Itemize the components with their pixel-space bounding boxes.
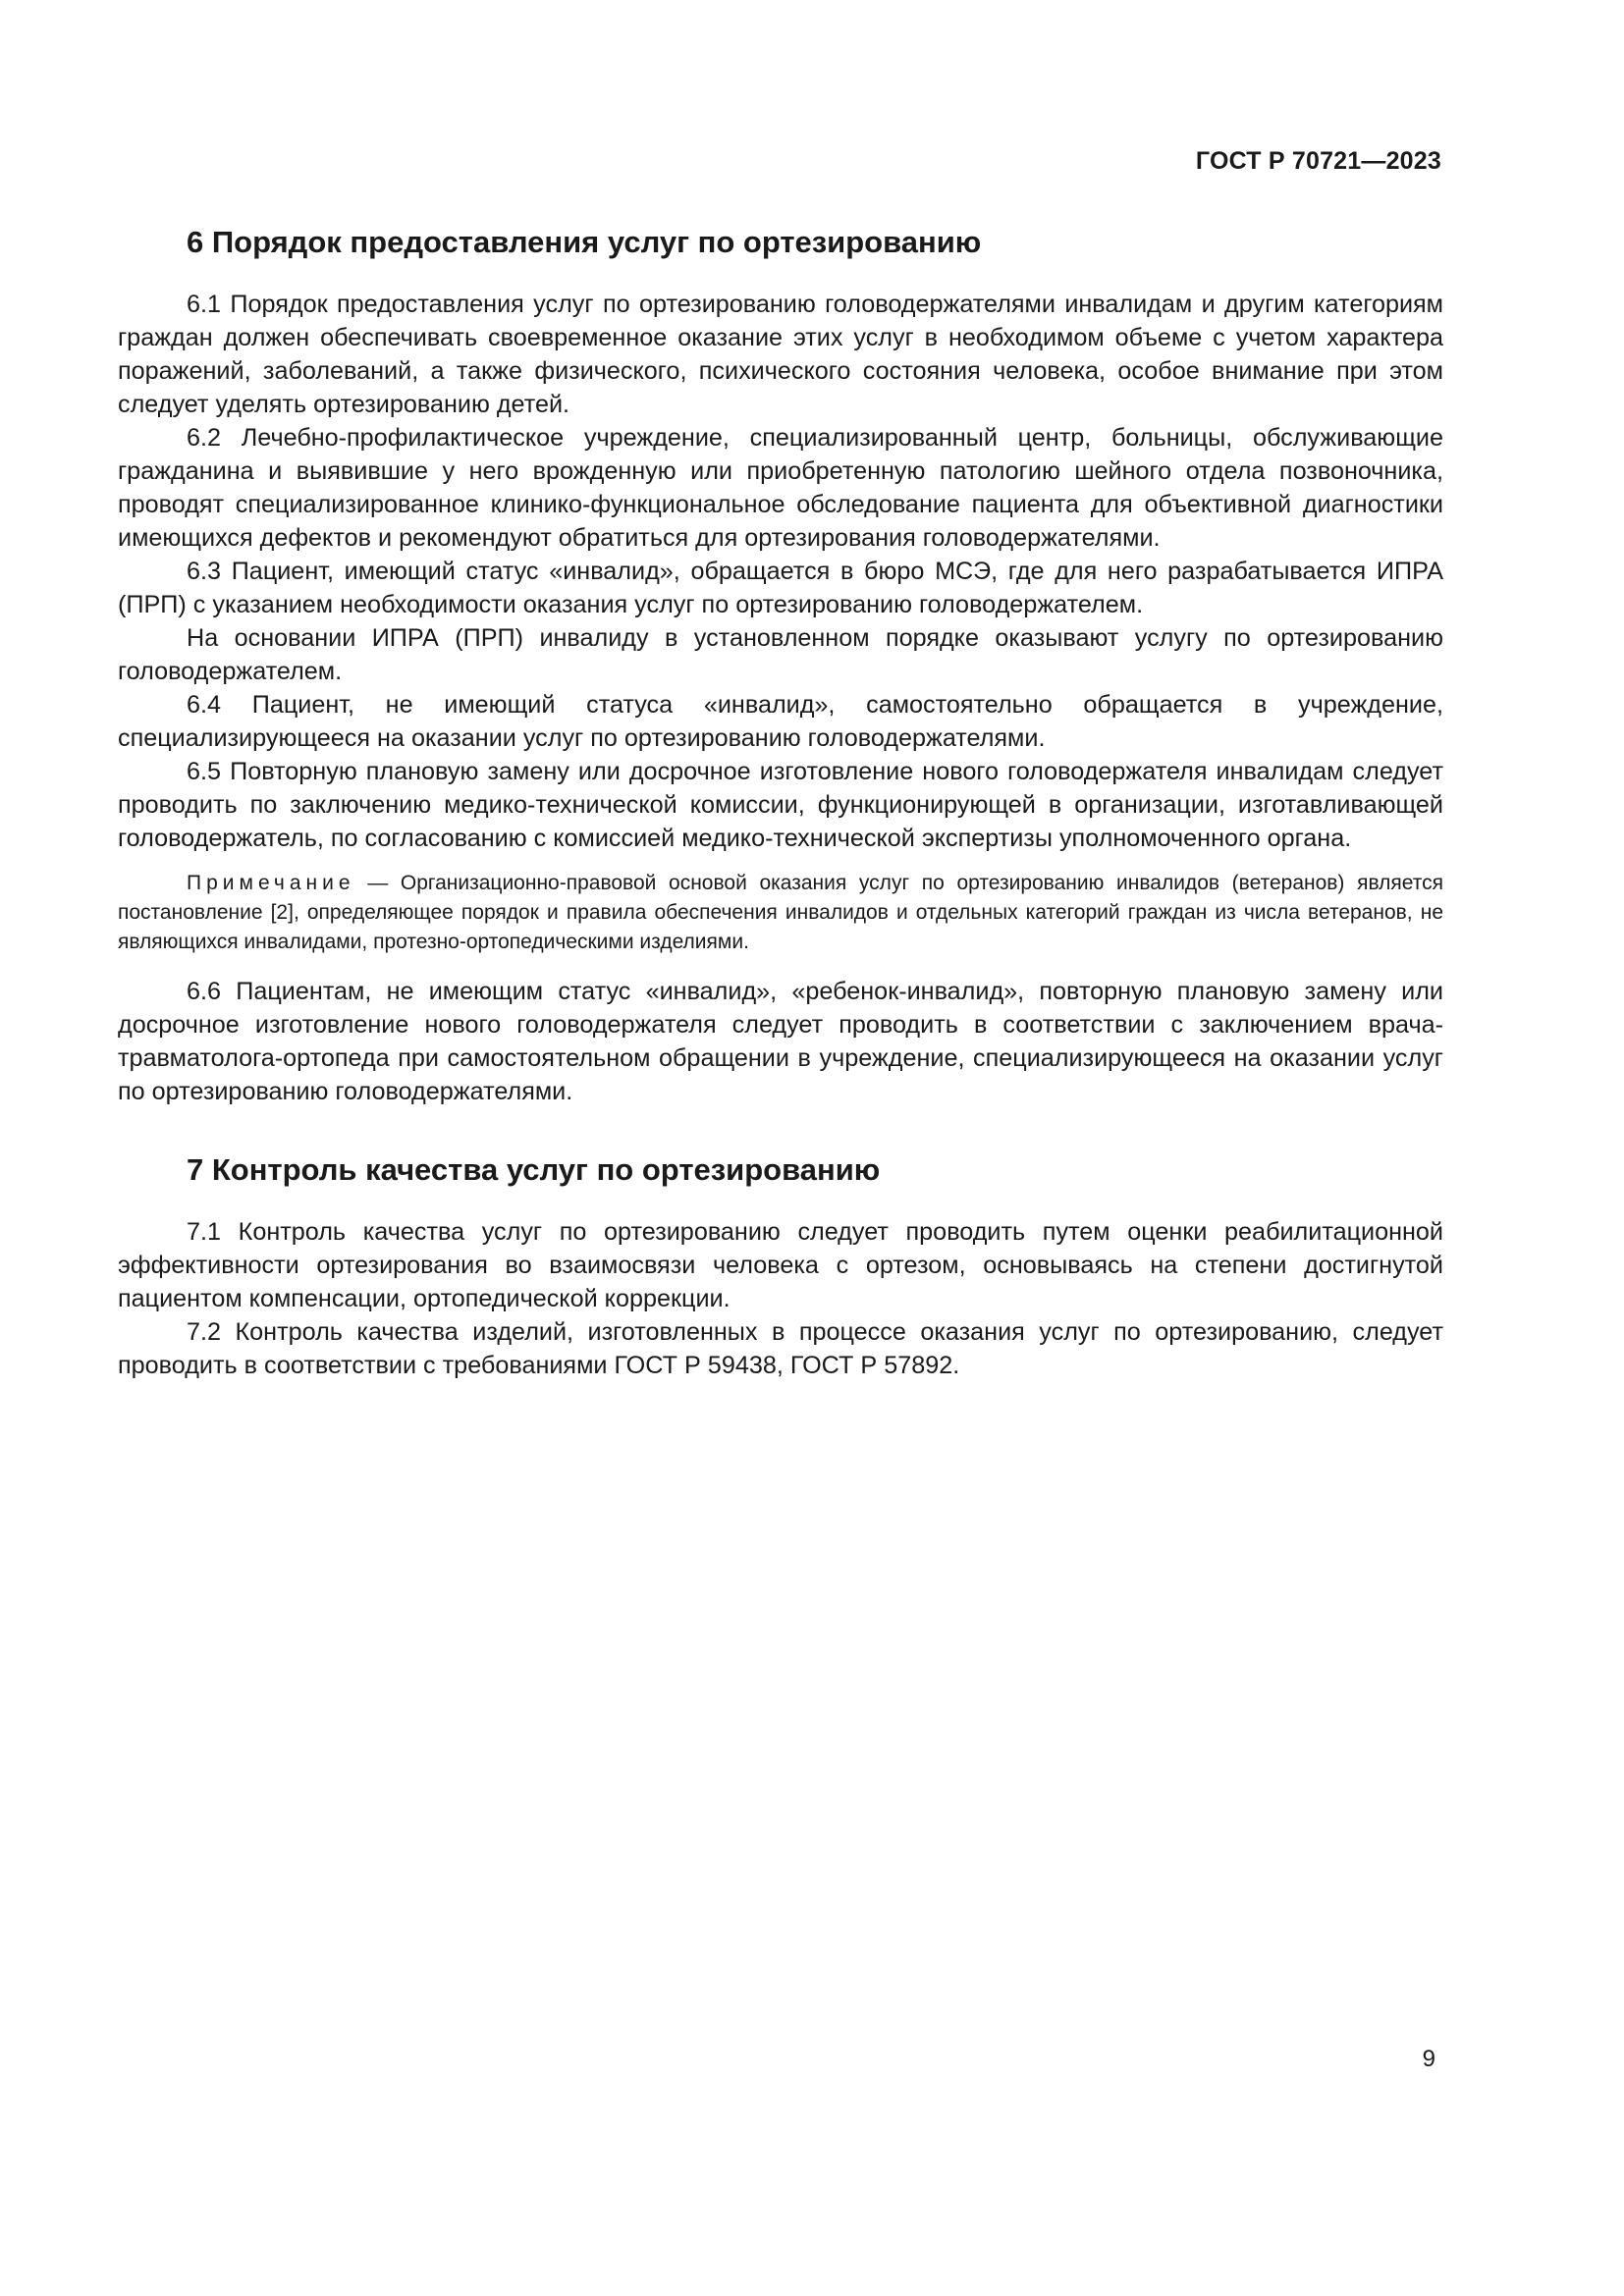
paragraph-6-3-continued: На основании ИПРА (ПРП) инвалиду в установленном порядке оказывают услугу по ортезированию головодержателем. <box>118 624 1443 686</box>
note-text: — Организационно-правовой основой оказания услуг по ортезированию инвалидов (ветеранов) является постановление [2], определяющее порядок и правила обеспечения инвалидов и отдельных категорий граждан из числа ветеранов, не являющихся инвалидами, протезно-ортопедическими изделиями. <box>118 872 1443 954</box>
paragraph-6-5: 6.5 Повторную плановую замену или досрочное изготовление нового головодержателя инвалидам следует проводить по заключению медико-технической комиссии, функционирующей в организации, изготавливающей головодержатель, по согласованию с комиссией медико-технической экспертизы уполномоченного органа. <box>118 758 1443 853</box>
paragraph-6-4: 6.4 Пациент, не имеющий статуса «инвалид», самостоятельно обращается в учреждение, специализирующееся на оказании услуг по ортезированию головодержателями. <box>118 691 1443 753</box>
section-7-title: 7 Контроль качества услуг по ортезированию <box>187 1152 881 1188</box>
paragraph-6-3: 6.3 Пациент, имеющий статус «инвалид», обращается в бюро МСЭ, где для него разрабатывается ИПРА (ПРП) с указанием необходимости оказания услуг по ортезированию головодержателем. <box>118 558 1443 619</box>
page-content <box>118 224 1443 1382</box>
section-6-title: 6 Порядок предоставления услуг по ортезированию <box>187 225 982 259</box>
paragraph-7-2: 7.2 Контроль качества изделий, изготовленных в процессе оказания услуг по ортезированию, следует проводить в соответствии с требованиями ГОСТ Р 59438, ГОСТ Р 57892. <box>118 1318 1443 1380</box>
paragraph-6-2: 6.2 Лечебно-профилактическое учреждение, специализированный центр, больницы, обслуживающие гражданина и выявившие у него врожденную или приобретенную патологию шейного отдела позвоночника, проводят специализированное клинико-функциональное обследование пациента для объективной диагностики имеющихся дефектов и рекомендуют обратиться для ортезирования головодержателями. <box>118 424 1443 553</box>
page-number: 9 <box>1422 2046 1435 2072</box>
document-code: ГОСТ Р 70721—2023 <box>1195 147 1441 175</box>
note-label: Примечание <box>187 872 355 895</box>
paragraph-7-1: 7.1 Контроль качества услуг по ортезированию следует проводить путем оценки реабилитационной эффективности ортезирования во взаимосвязи человека с ортезом, основываясь на степени достигнутой пациентом компенсации, ортопедической коррекции. <box>118 1218 1443 1313</box>
paragraph-6-1: 6.1 Порядок предоставления услуг по ортезированию головодержателями инвалидам и другим категориям граждан должен обеспечивать своевременное оказание этих услуг в необходимом объеме с учетом характера поражений, заболеваний, а также физического, психического состояния человека, особое внимание при этом следует уделять ортезированию детей. <box>118 291 1443 419</box>
paragraph-6-6: 6.6 Пациентам, не имеющим статус «инвалид», «ребенок-инвалид», повторную плановую замену или досрочное изготовление нового головодержателя следует проводить в соответствии с заключением врача-травматолога-ортопеда при самостоятельном обращении в учреждение, специализирующееся на оказании услуг по ортезированию головодержателями. <box>118 978 1443 1106</box>
note-block <box>118 869 1443 957</box>
